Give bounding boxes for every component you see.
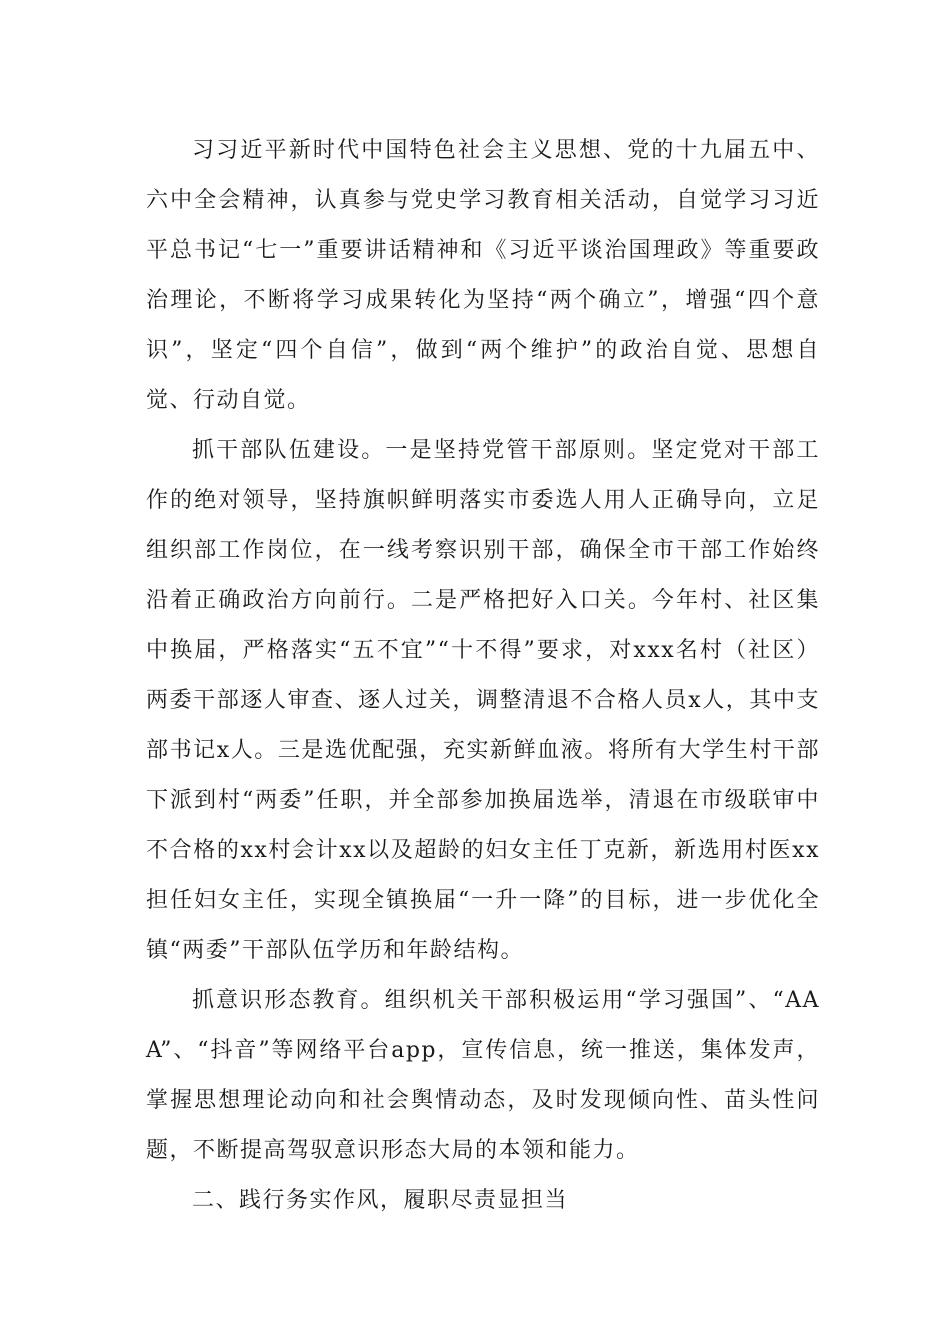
section-heading-two: 二、践行务实作风，履职尽责显担当: [192, 1188, 569, 1213]
document-body: [146, 126, 820, 1226]
paragraph-ideology-education: 抓意识形态教育。组织机关干部积极运用“学习强国”、“AAA”、“抖音”等网络平台app，宣传信息，统一推送，集体发声，掌握思想理论动向和社会舆情动态，及时发现倾向性、苗头性问题，不断提高驾驭意识形态大局的本领和能力。: [146, 988, 820, 1163]
paragraph-cadre-team: 抓干部队伍建设。一是坚持党管干部原则。坚定党对干部工作的绝对领导，坚持旗帜鲜明落实市委选人用人正确导向，立足组织部工作岗位，在一线考察识别干部，确保全市干部工作始终沿着正确政治方向前行。二是严格把好入口关。今年村、社区集中换届，严格落实“五不宜”“十不得”要求，对xxx名村（社区）两委干部逐人审查、逐人过关，调整清退不合格人员x人，其中支部书记x人。三是选优配强，充实新鲜血液。将所有大学生村干部下派到村“两委”任职，并全部参加换届选举，清退在市级联审中不合格的xx村会计xx以及超龄的妇女主任丁克新，新选用村医xx担任妇女主任，实现全镇换届“一升一降”的目标，进一步优化全镇“两委”干部队伍学历和年龄结构。: [146, 438, 820, 963]
paragraph-study-thought: 习习近平新时代中国特色社会主义思想、党的十九届五中、六中全会精神，认真参与党史学习教育相关活动，自觉学习习近平总书记“七一”重要讲话精神和《习近平谈治国理政》等重要政治理论，不断将学习成果转化为坚持“两个确立”，增强“四个意识”，坚定“四个自信”，做到“两个维护”的政治自觉、思想自觉、行动自觉。: [146, 138, 820, 413]
